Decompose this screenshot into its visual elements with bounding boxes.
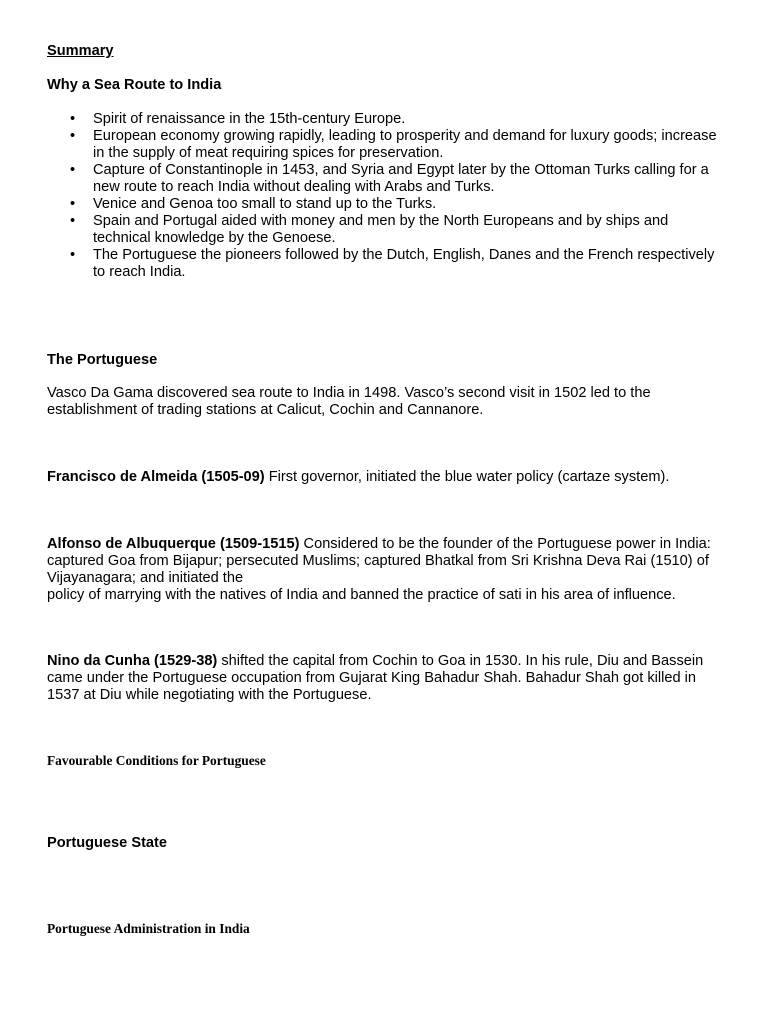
list-item: • Capture of Constantinople in 1453, and Syria and Egypt later by the Ottoman Turks calling for a new route to reach India without dealing with Arabs and Turks. <box>70 162 709 195</box>
albuquerque-paragraph <box>47 536 723 604</box>
list-item: • Venice and Genoa too small to stand up to the Turks. <box>70 196 437 212</box>
portuguese-heading: The Portuguese <box>47 352 158 368</box>
albuquerque-name: Alfonso de Albuquerque (1509-1515) <box>47 536 300 552</box>
bullet-icon: • <box>70 247 76 263</box>
albuquerque-text-continued: policy of marrying with the natives of India and banned the practice of sati in his area of influence. <box>47 587 676 603</box>
cunha-text: shifted the capital from Cochin to Goa in 1530. In his rule, Diu and Bassein came under the Portuguese occupation from Gujarat King Bahadur Shah. Bahadur Shah got killed in 1537 at Diu while negotiating with the Portuguese. <box>47 653 704 703</box>
sea-route-heading: Why a Sea Route to India <box>47 77 222 93</box>
almeida-name: Francisco de Almeida (1505-09) <box>47 469 265 485</box>
portuguese-administration-heading: Portuguese Administration in India <box>47 921 250 936</box>
cunha-paragraph <box>47 653 723 704</box>
almeida-paragraph <box>47 469 723 486</box>
vasco-paragraph <box>47 385 723 419</box>
list-item: • Spain and Portugal aided with money and men by the North Europeans and by ships and technical knowledge by the Genoese. <box>70 213 669 246</box>
reasons-list <box>47 111 727 281</box>
bullet-icon: • <box>70 196 76 212</box>
cunha-name: Nino da Cunha (1529-38) <box>47 653 218 669</box>
list-item: • Spirit of renaissance in the 15th-century Europe. <box>70 111 406 127</box>
favourable-conditions-heading: Favourable Conditions for Portuguese <box>47 753 266 768</box>
bullet-icon: • <box>70 111 76 127</box>
bullet-icon: • <box>70 162 76 178</box>
list-item: • European economy growing rapidly, leading to prosperity and demand for luxury goods; increase in the supply of meat requiring spices for preservation. <box>70 128 717 161</box>
vasco-text: Vasco Da Gama discovered sea route to India in 1498. Vasco’s second visit in 1502 led to the establishment of trading stations at Calicut, Cochin and Cannanore. <box>47 385 651 418</box>
list-item: • The Portuguese the pioneers followed by the Dutch, English, Danes and the French respectively to reach India. <box>70 247 715 280</box>
albuquerque-text: Considered to be the founder of the Portuguese power in India: captured Goa from Bijapur; persecuted Muslims; captured Bhatkal from Sri Krishna Deva Rai (1510) of Vijayanagara; and initiated the <box>47 536 711 586</box>
summary-heading: Summary <box>47 43 114 59</box>
bullet-icon: • <box>70 213 76 229</box>
bullet-icon: • <box>70 128 76 144</box>
almeida-text: First governor, initiated the blue water policy (cartaze system). <box>264 469 670 485</box>
portuguese-state-heading: Portuguese State <box>47 835 168 851</box>
